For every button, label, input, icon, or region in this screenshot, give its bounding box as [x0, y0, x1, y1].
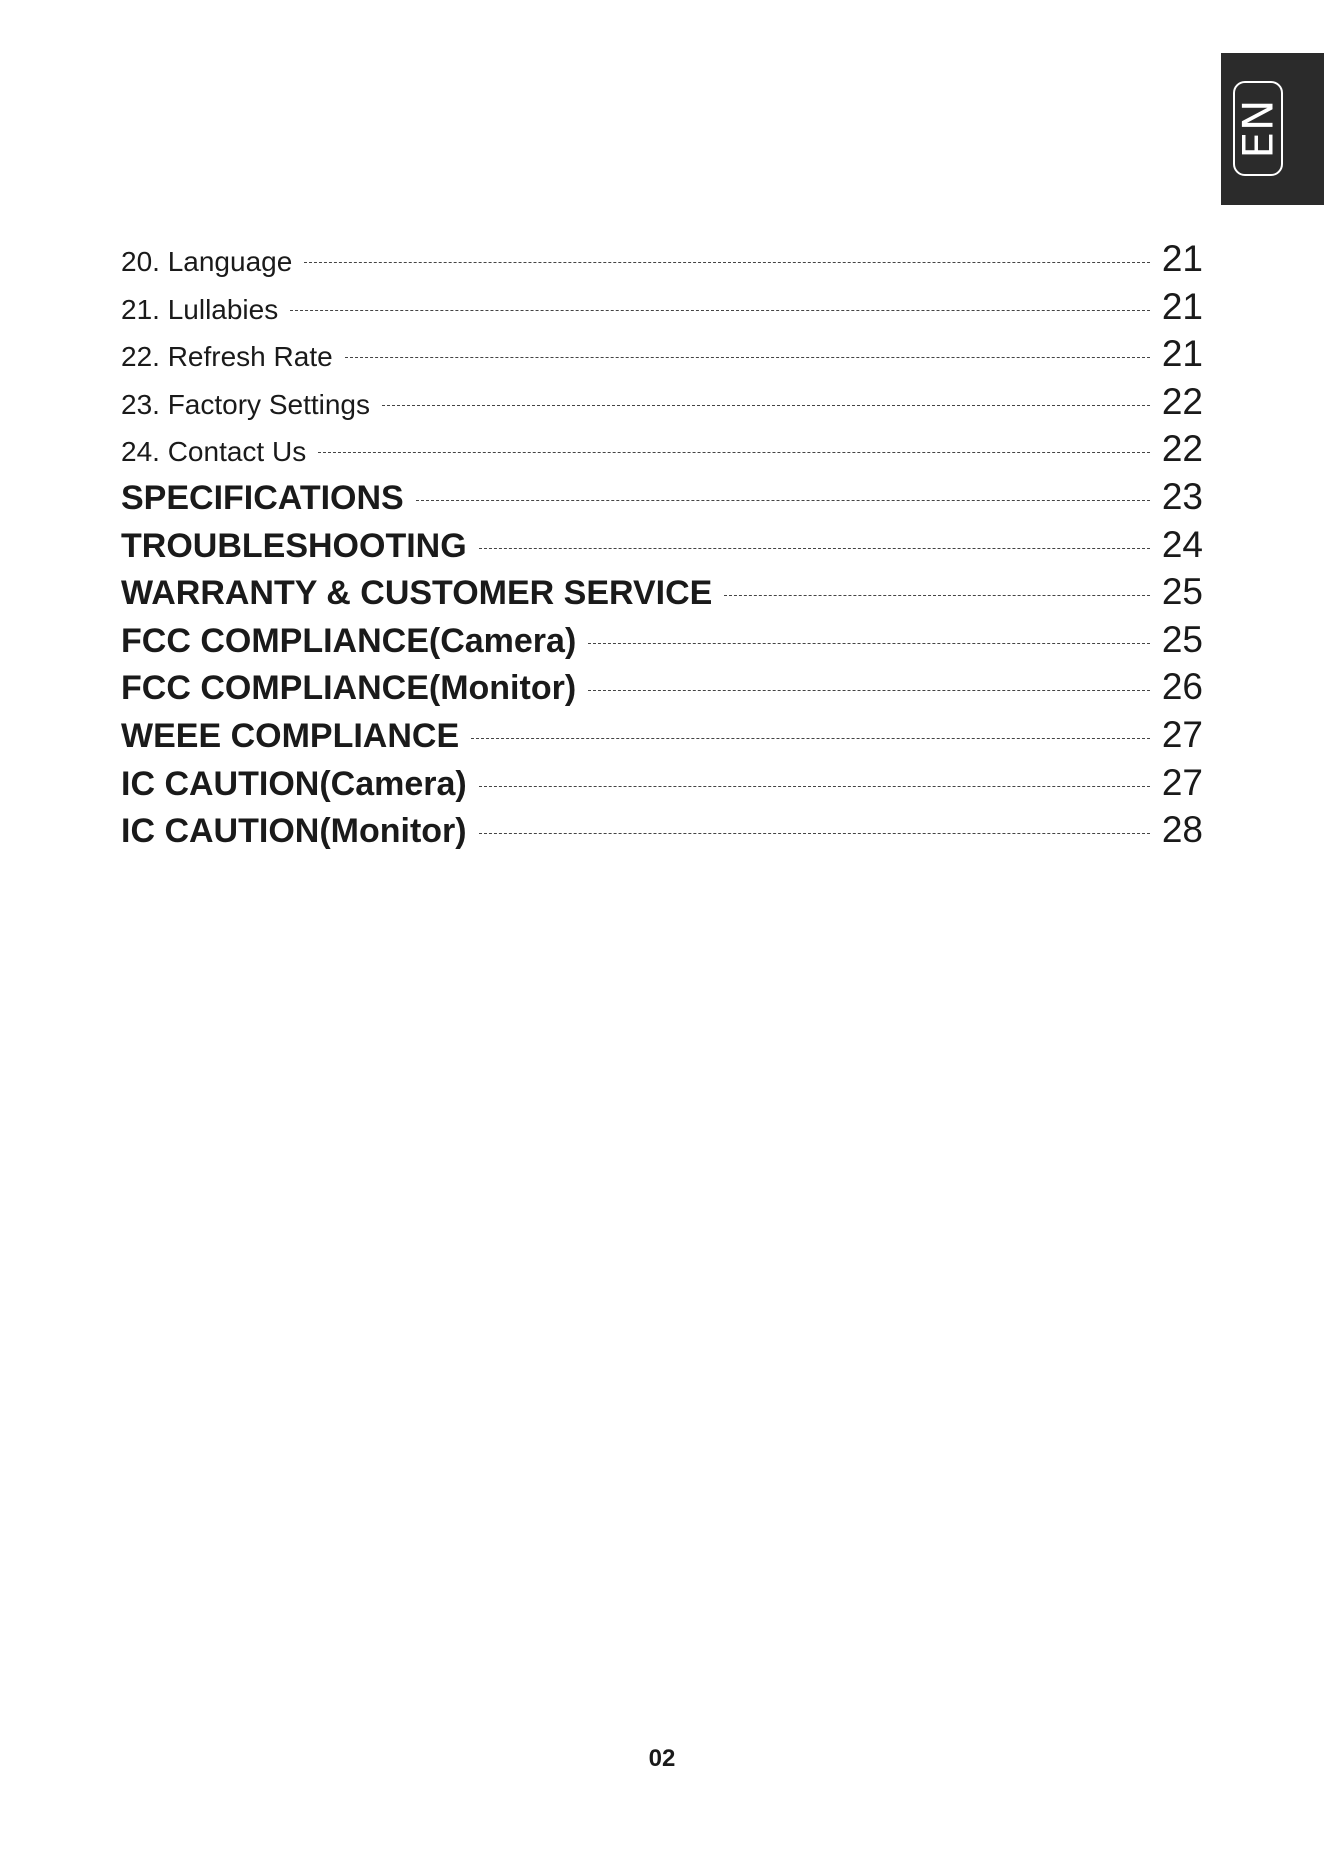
- toc-section-entry[interactable]: [121, 476, 1203, 524]
- toc-entry-title: TROUBLESHOOTING: [121, 526, 467, 565]
- toc-entry-title: IC CAUTION(Camera): [121, 764, 467, 803]
- toc-entry[interactable]: [121, 333, 1203, 381]
- toc-entry-title: FCC COMPLIANCE(Camera): [121, 621, 577, 660]
- toc-entry-page: 25: [1161, 618, 1203, 660]
- toc-dot-leader: [588, 690, 1150, 691]
- toc-entry-title: FCC COMPLIANCE(Monitor): [121, 669, 577, 708]
- language-badge: [1233, 81, 1283, 176]
- toc-section-entry[interactable]: [121, 666, 1203, 714]
- toc-dot-leader: [304, 262, 1150, 263]
- page-number: 02: [648, 1745, 676, 1772]
- toc-dot-leader: [479, 786, 1150, 787]
- toc-entry-title: 23. Factory Settings: [121, 388, 371, 420]
- toc-entry-page: 25: [1161, 571, 1203, 613]
- toc-entry-page: 22: [1161, 428, 1203, 470]
- toc-entry-page: 27: [1161, 713, 1203, 755]
- toc-entry-title: 21. Lullabies: [121, 293, 279, 325]
- toc-entry-title: 22. Refresh Rate: [121, 341, 333, 373]
- toc-entry[interactable]: [121, 428, 1203, 476]
- toc-entry-page: 24: [1161, 523, 1203, 565]
- toc-entry-title: IC CAUTION(Monitor): [121, 812, 467, 851]
- toc-section-entry[interactable]: [121, 714, 1203, 762]
- toc-dot-leader: [471, 738, 1150, 739]
- toc-section-entry[interactable]: [121, 619, 1203, 667]
- toc-entry-page: 21: [1161, 333, 1203, 375]
- toc-entry-page: 21: [1161, 285, 1203, 327]
- toc-entry-title: 20. Language: [121, 246, 293, 277]
- language-label: EN: [1233, 98, 1283, 159]
- toc-entry[interactable]: [121, 238, 1203, 286]
- toc-dot-leader: [345, 357, 1150, 358]
- toc-dot-leader: [479, 548, 1150, 549]
- toc-entry[interactable]: [121, 286, 1203, 334]
- toc-dot-leader: [479, 833, 1150, 834]
- table-of-contents: [121, 238, 1203, 857]
- toc-entry-title: WARRANTY & CUSTOMER SERVICE: [121, 574, 713, 613]
- toc-section-entry[interactable]: [121, 524, 1203, 572]
- toc-dot-leader: [318, 452, 1150, 453]
- toc-entry-title: WEEE COMPLIANCE: [121, 716, 460, 755]
- toc-entry-page: 21: [1161, 238, 1203, 279]
- toc-section-entry[interactable]: [121, 762, 1203, 810]
- toc-dot-leader: [724, 595, 1150, 596]
- toc-entry-page: 26: [1161, 666, 1203, 708]
- toc-entry-page: 22: [1161, 380, 1203, 422]
- toc-dot-leader: [416, 500, 1150, 501]
- toc-dot-leader: [382, 405, 1150, 406]
- toc-dot-leader: [290, 310, 1150, 311]
- toc-entry-page: 27: [1161, 761, 1203, 803]
- toc-entry-page: 28: [1161, 809, 1203, 851]
- toc-entry-title: 24. Contact Us: [121, 436, 307, 468]
- toc-section-entry[interactable]: [121, 571, 1203, 619]
- toc-dot-leader: [588, 643, 1150, 644]
- toc-entry-title: SPECIFICATIONS: [121, 478, 404, 517]
- toc-entry[interactable]: [121, 381, 1203, 429]
- toc-entry-page: 23: [1161, 475, 1203, 517]
- toc-section-entry[interactable]: [121, 809, 1203, 857]
